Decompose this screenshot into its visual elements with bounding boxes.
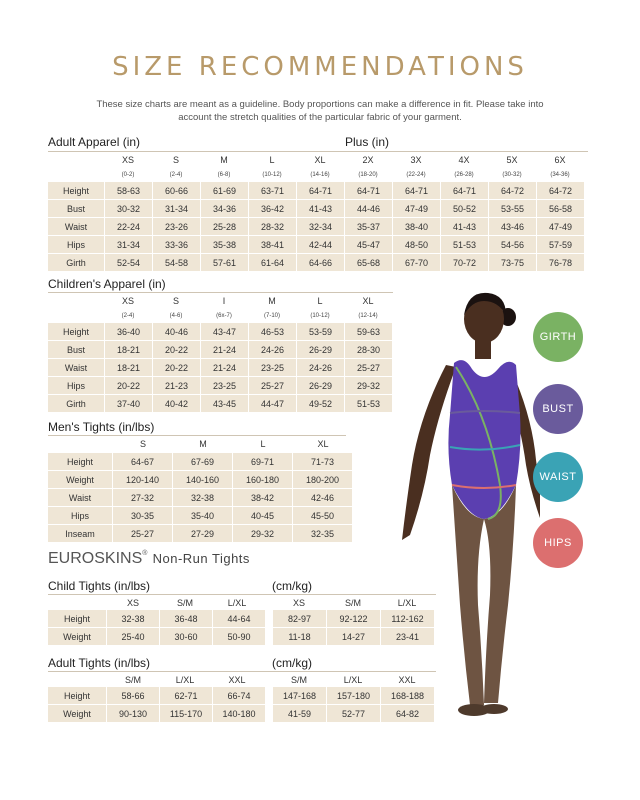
- brand-reg-mark: ®: [142, 550, 148, 557]
- adult-apparel-rule: [48, 151, 588, 152]
- table-cell: 157-180: [327, 687, 380, 704]
- table-cell: 140-180: [213, 705, 265, 722]
- table-cell: 32-38: [173, 489, 232, 506]
- table-cell: 38-40: [393, 218, 440, 235]
- subsize-header: (12-14): [358, 313, 378, 319]
- table-cell: 48-50: [393, 236, 440, 253]
- subsize-header: (14-16): [310, 172, 330, 178]
- table-cell: 67-70: [393, 254, 440, 271]
- table-cell: 25-27: [345, 359, 392, 376]
- mens-tights-title: Men's Tights (in/lbs): [48, 420, 155, 434]
- table-cell: 64-71: [345, 182, 392, 199]
- table-cell: 52-77: [327, 705, 380, 722]
- table-cell: 53-59: [297, 323, 344, 340]
- size-header: L/XL: [343, 675, 363, 685]
- adult-tights-metric-title: (cm/kg): [272, 656, 312, 670]
- table-cell: 18-21: [105, 359, 152, 376]
- table-cell: 31-34: [153, 200, 200, 217]
- size-header: L: [269, 155, 275, 165]
- table-cell: 38-42: [233, 489, 292, 506]
- table-row: [48, 182, 584, 199]
- size-header: 4X: [458, 155, 470, 165]
- size-header: 5X: [506, 155, 518, 165]
- table-cell: 54-56: [489, 236, 536, 253]
- table-cell: 25-28: [201, 218, 248, 235]
- row-label: Hips: [48, 377, 104, 394]
- table-cell: 41-43: [441, 218, 488, 235]
- table-cell: 34-36: [201, 200, 248, 217]
- table-cell: 35-40: [173, 507, 232, 524]
- table-cell: 24-26: [297, 359, 344, 376]
- table-cell: 23-26: [153, 218, 200, 235]
- table-cell: 49-52: [297, 395, 344, 412]
- table-cell: 64-72: [537, 182, 584, 199]
- table-cell: 33-36: [153, 236, 200, 253]
- table-cell: 26-29: [297, 341, 344, 358]
- table-cell: 42-46: [293, 489, 352, 506]
- table-cell: 60-66: [153, 182, 200, 199]
- row-label: Bust: [48, 200, 104, 217]
- size-header: XL: [317, 439, 329, 449]
- table-cell: 58-66: [107, 687, 159, 704]
- table-cell: 61-64: [249, 254, 296, 271]
- row-label: Girth: [48, 254, 104, 271]
- children-apparel-table: [47, 322, 393, 413]
- table-row: [48, 359, 392, 376]
- table-cell: 46-53: [249, 323, 296, 340]
- table-cell: 58-63: [105, 182, 152, 199]
- size-header: S: [172, 296, 179, 306]
- table-cell: 90-130: [107, 705, 159, 722]
- table-row: [48, 525, 352, 542]
- table-cell: 63-71: [249, 182, 296, 199]
- size-header: XL: [314, 155, 326, 165]
- table-row: [48, 453, 352, 470]
- table-cell: 115-170: [160, 705, 212, 722]
- table-row: [48, 489, 352, 506]
- size-header: 2X: [362, 155, 374, 165]
- table-cell: 160-180: [233, 471, 292, 488]
- subsize-header: (10-12): [310, 313, 330, 319]
- table-cell: 42-44: [297, 236, 344, 253]
- row-label: Weight: [48, 471, 112, 488]
- table-cell: 21-24: [201, 359, 248, 376]
- subsize-header: (30-32): [502, 172, 522, 178]
- table-cell: 30-60: [160, 628, 212, 645]
- table-cell: 120-140: [113, 471, 172, 488]
- table-cell: 180-200: [293, 471, 352, 488]
- table-cell: 32-35: [293, 525, 352, 542]
- table-cell: 11-18: [273, 628, 326, 645]
- table-cell: 57-59: [537, 236, 584, 253]
- row-label: Height: [48, 323, 104, 340]
- table-cell: 64-71: [297, 182, 344, 199]
- size-header: S: [139, 439, 146, 449]
- adult-apparel-title: Adult Apparel (in): [48, 135, 141, 149]
- row-label: Weight: [48, 705, 106, 722]
- table-cell: 24-26: [249, 341, 296, 358]
- adult-apparel-table: [47, 181, 585, 272]
- subsize-header: (7-10): [263, 313, 280, 319]
- table-cell: 57-61: [201, 254, 248, 271]
- table-row: [48, 507, 352, 524]
- child-tights-title: Child Tights (in/lbs): [48, 579, 151, 593]
- table-cell: 41-43: [297, 200, 344, 217]
- leotard: [448, 360, 520, 519]
- table-cell: 32-38: [107, 610, 159, 627]
- table-cell: 147-168: [273, 687, 326, 704]
- size-header: S: [172, 155, 179, 165]
- table-cell: 35-38: [201, 236, 248, 253]
- table-cell: 50-90: [213, 628, 265, 645]
- table-cell: 47-49: [393, 200, 440, 217]
- table-cell: 54-58: [153, 254, 200, 271]
- table-row: [48, 254, 584, 271]
- table-cell: 51-53: [345, 395, 392, 412]
- table-spacer: [266, 610, 272, 627]
- table-cell: 65-68: [345, 254, 392, 271]
- row-label: Inseam: [48, 525, 112, 542]
- girth-badge-label: GIRTH: [539, 331, 577, 343]
- table-spacer: [266, 705, 272, 722]
- dancer-figure: [360, 285, 540, 725]
- hips-badge-label: HIPS: [544, 537, 572, 549]
- size-header: L/XL: [175, 675, 195, 685]
- size-header: XS: [121, 155, 134, 165]
- size-header: XXL: [398, 675, 416, 685]
- table-cell: 27-29: [173, 525, 232, 542]
- right-shoe: [480, 704, 508, 714]
- size-header: 6X: [554, 155, 566, 165]
- row-label: Weight: [48, 628, 106, 645]
- row-label: Bust: [48, 341, 104, 358]
- children-subsize-row: [104, 313, 392, 319]
- table-cell: 35-37: [345, 218, 392, 235]
- table-cell: 53-55: [489, 200, 536, 217]
- table-cell: 23-41: [381, 628, 434, 645]
- subsize-header: (34-36): [550, 172, 570, 178]
- row-label: Girth: [48, 395, 104, 412]
- intro-text: These size charts are meant as a guideline. Body proportions can make a difference in fit. Please take into account the stretch qualities of the particular fabric of your garment.: [96, 99, 544, 123]
- subsize-header: (26-28): [454, 172, 474, 178]
- adult-apparel-subsize-row: [104, 172, 584, 178]
- table-row: [48, 218, 584, 235]
- table-cell: 76-78: [537, 254, 584, 271]
- table-cell: 64-72: [489, 182, 536, 199]
- bust-badge-label: BUST: [542, 403, 574, 415]
- table-cell: 43-46: [489, 218, 536, 235]
- size-header: S/M: [344, 598, 361, 608]
- table-cell: 45-50: [293, 507, 352, 524]
- adult-tights-title: Adult Tights (in/lbs): [48, 656, 151, 670]
- table-cell: 30-35: [113, 507, 172, 524]
- mens-size-row: [113, 439, 353, 449]
- waist-badge-label: WAIST: [539, 471, 577, 483]
- page-title: SIZE RECOMMENDATIONS: [112, 52, 528, 82]
- table-cell: 23-25: [249, 359, 296, 376]
- table-cell: 41-59: [273, 705, 326, 722]
- table-cell: 20-22: [153, 359, 200, 376]
- subsize-header: (2-4): [169, 172, 183, 178]
- table-cell: 112-162: [381, 610, 434, 627]
- size-header: M: [268, 296, 276, 306]
- subsize-header: (6x-7): [216, 313, 232, 319]
- table-cell: 20-22: [105, 377, 152, 394]
- adult-apparel-size-row: [104, 155, 584, 165]
- size-header: M: [220, 155, 228, 165]
- table-cell: 40-45: [233, 507, 292, 524]
- table-cell: 44-47: [249, 395, 296, 412]
- size-header: L/XL: [397, 598, 417, 608]
- brand-name: EUROSKINS: [48, 550, 143, 567]
- size-header: XS: [121, 296, 134, 306]
- waist-badge: [533, 452, 583, 502]
- table-cell: 25-27: [113, 525, 172, 542]
- subsize-header: (0-2): [121, 172, 135, 178]
- size-header: 3X: [410, 155, 422, 165]
- table-cell: 64-71: [393, 182, 440, 199]
- table-cell: 29-32: [233, 525, 292, 542]
- child-tights-size-row: [107, 598, 263, 608]
- plus-title: Plus (in): [345, 135, 390, 149]
- table-cell: 36-48: [160, 610, 212, 627]
- table-cell: 22-24: [105, 218, 152, 235]
- table-cell: 44-64: [213, 610, 265, 627]
- table-cell: 45-47: [345, 236, 392, 253]
- size-header: XS: [292, 598, 305, 608]
- table-cell: 21-24: [201, 341, 248, 358]
- table-cell: 40-42: [153, 395, 200, 412]
- row-label: Waist: [48, 218, 104, 235]
- table-cell: 31-34: [105, 236, 152, 253]
- table-cell: 14-27: [327, 628, 380, 645]
- row-label: Height: [48, 182, 104, 199]
- table-cell: 64-67: [113, 453, 172, 470]
- size-header: L: [317, 296, 323, 306]
- size-header: XXL: [228, 675, 246, 685]
- table-cell: 64-71: [441, 182, 488, 199]
- table-cell: 61-69: [201, 182, 248, 199]
- table-cell: 25-40: [107, 628, 159, 645]
- table-row: [48, 323, 392, 340]
- table-row: [48, 341, 392, 358]
- table-cell: 26-29: [297, 377, 344, 394]
- size-header: L/XL: [227, 598, 247, 608]
- left-leg: [452, 485, 484, 705]
- table-row: [48, 200, 584, 217]
- table-cell: 69-71: [233, 453, 292, 470]
- subsize-header: (18-20): [358, 172, 378, 178]
- table-spacer: [266, 628, 272, 645]
- table-row: [48, 377, 392, 394]
- children-apparel-rule: [48, 292, 393, 293]
- table-cell: 56-58: [537, 200, 584, 217]
- table-cell: 168-188: [381, 687, 434, 704]
- dancer-neck: [475, 339, 491, 359]
- size-header: S/M: [124, 675, 141, 685]
- left-arm: [402, 365, 456, 540]
- table-cell: 62-71: [160, 687, 212, 704]
- table-row: [48, 236, 584, 253]
- row-label: Waist: [48, 489, 112, 506]
- euroskins-brand: [48, 550, 250, 568]
- subsize-header: (4-6): [169, 313, 183, 319]
- table-row: [48, 471, 352, 488]
- size-header: XL: [362, 296, 374, 306]
- table-cell: 92-122: [327, 610, 380, 627]
- adult-tights-size-row: [107, 675, 263, 685]
- size-header: I: [222, 296, 226, 306]
- row-label: Hips: [48, 236, 104, 253]
- row-label: Waist: [48, 359, 104, 376]
- table-cell: 30-32: [105, 200, 152, 217]
- bust-badge: [533, 384, 583, 434]
- table-cell: 43-47: [201, 323, 248, 340]
- subsize-header: (6-8): [217, 172, 231, 178]
- subsize-header: (2-4): [121, 313, 135, 319]
- size-header: S/M: [290, 675, 307, 685]
- table-cell: 32-34: [297, 218, 344, 235]
- children-size-row: [104, 296, 392, 306]
- table-cell: 71-73: [293, 453, 352, 470]
- table-cell: 59-63: [345, 323, 392, 340]
- table-cell: 73-75: [489, 254, 536, 271]
- brand-subtitle: Non-Run Tights: [152, 551, 250, 566]
- table-cell: 47-49: [537, 218, 584, 235]
- mens-tights-rule: [48, 435, 346, 436]
- table-cell: 28-32: [249, 218, 296, 235]
- children-apparel-title: Children's Apparel (in): [48, 277, 166, 291]
- girth-badge: [533, 312, 583, 362]
- size-header: S/M: [176, 598, 193, 608]
- subsize-header: (10-12): [262, 172, 282, 178]
- table-cell: 70-72: [441, 254, 488, 271]
- child-tights-metric-title: (cm/kg): [272, 579, 312, 593]
- table-cell: 67-69: [173, 453, 232, 470]
- row-label: Hips: [48, 507, 112, 524]
- table-cell: 27-32: [113, 489, 172, 506]
- table-cell: 43-45: [201, 395, 248, 412]
- table-cell: 21-23: [153, 377, 200, 394]
- table-cell: 66-74: [213, 687, 265, 704]
- table-cell: 29-32: [345, 377, 392, 394]
- hips-badge: [533, 518, 583, 568]
- mens-tights-table: [47, 452, 353, 543]
- table-cell: 36-40: [105, 323, 152, 340]
- table-cell: 25-27: [249, 377, 296, 394]
- table-cell: 82-97: [273, 610, 326, 627]
- table-cell: 18-21: [105, 341, 152, 358]
- table-cell: 64-66: [297, 254, 344, 271]
- table-cell: 38-41: [249, 236, 296, 253]
- row-label: Height: [48, 687, 106, 704]
- table-row: [48, 395, 392, 412]
- table-cell: 36-42: [249, 200, 296, 217]
- table-cell: 140-160: [173, 471, 232, 488]
- table-cell: 40-46: [153, 323, 200, 340]
- row-label: Height: [48, 610, 106, 627]
- table-cell: 44-46: [345, 200, 392, 217]
- table-cell: 20-22: [153, 341, 200, 358]
- table-cell: 51-53: [441, 236, 488, 253]
- table-cell: 64-82: [381, 705, 434, 722]
- table-cell: 50-52: [441, 200, 488, 217]
- subsize-header: (22-24): [406, 172, 426, 178]
- table-cell: 23-25: [201, 377, 248, 394]
- table-cell: 52-54: [105, 254, 152, 271]
- row-label: Height: [48, 453, 112, 470]
- table-cell: 37-40: [105, 395, 152, 412]
- table-cell: 28-30: [345, 341, 392, 358]
- table-spacer: [266, 687, 272, 704]
- size-header: XS: [126, 598, 139, 608]
- size-header: M: [199, 439, 207, 449]
- size-header: L: [260, 439, 266, 449]
